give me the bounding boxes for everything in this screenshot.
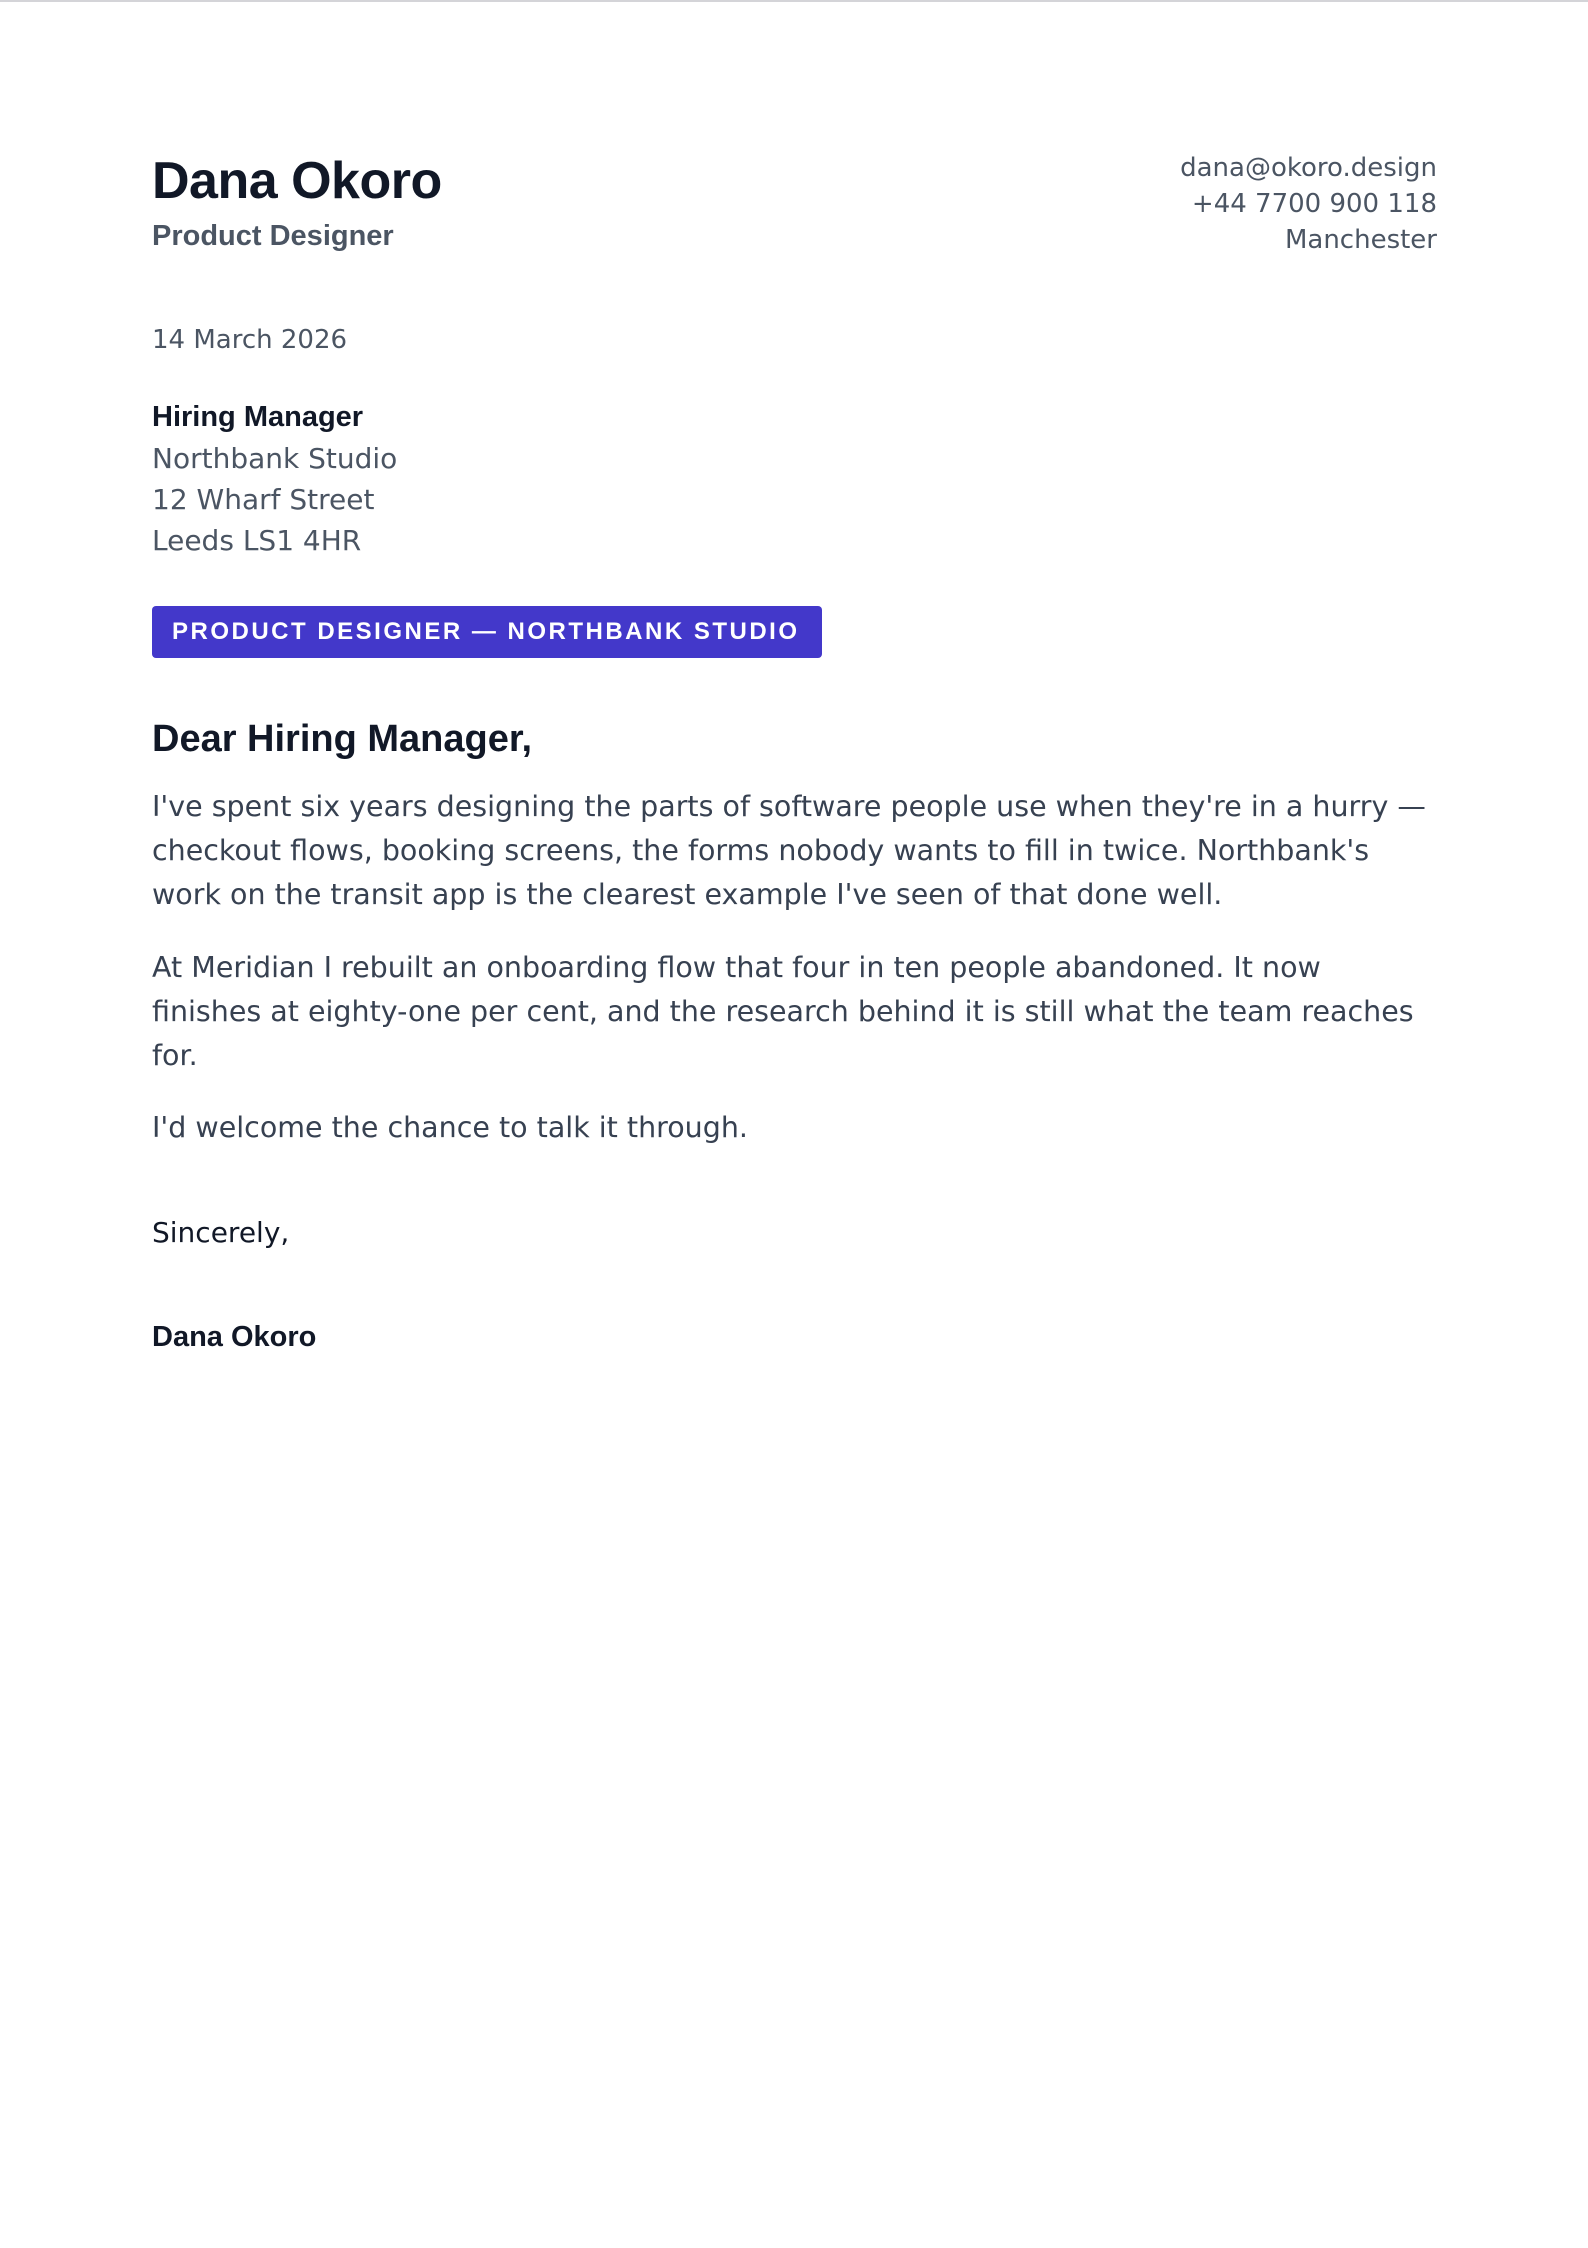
body-paragraph: I've spent six years designing the parts of software people use when they're in a hurry — checkout flows, booking screens, the forms nobody wants to fill in twice. Northbank's work on the transit app is the clearest example I've seen of that done well.	[152, 790, 1426, 911]
body-paragraph: I'd welcome the chance to talk it through.	[152, 1111, 748, 1144]
closing: Sincerely,	[152, 1216, 290, 1249]
sender-role: Product Designer	[152, 220, 394, 252]
top-divider	[0, 0, 1588, 2]
cover-letter	[152, 150, 1437, 1354]
recipient-company: Northbank Studio	[152, 442, 398, 475]
recipient-city: Leeds LS1 4HR	[152, 524, 362, 557]
recipient-name: Hiring Manager	[152, 401, 364, 433]
contact-block	[1180, 150, 1437, 258]
greeting: Dear Hiring Manager,	[152, 718, 533, 760]
body-paragraph: At Meridian I rebuilt an onboarding flow that four in ten people abandoned. It now finishes at eighty-one per cent, and the research behind it is still what the team reaches for.	[152, 950, 1414, 1072]
sender-name: Dana Okoro	[152, 152, 442, 210]
letter-header	[152, 150, 1437, 260]
contact-city: Manchester	[1284, 225, 1437, 255]
contact-phone: +44 7700 900 118	[1191, 189, 1437, 219]
letter-date: 14 March 2026	[152, 325, 348, 355]
contact-email: dana@okoro.design	[1180, 153, 1437, 183]
recipient-address	[152, 397, 1437, 561]
position-badge: PRODUCT DESIGNER — NORTHBANK STUDIO	[152, 606, 822, 658]
signature: Dana Okoro	[152, 1321, 317, 1353]
recipient-street: 12 Wharf Street	[152, 483, 375, 516]
